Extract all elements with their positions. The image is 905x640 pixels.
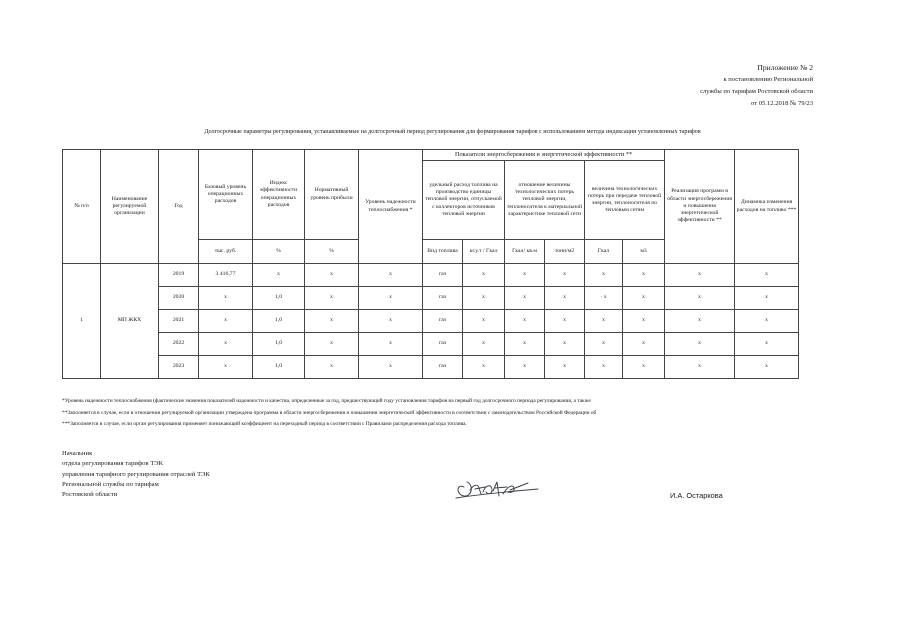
cell-loss-ratio-b: х [545,333,585,356]
cell-program: х [665,287,735,310]
cell-reliability: х [359,333,423,356]
cell-profit: х [305,356,359,379]
footnote-reliability: *Уровень надежности теплоснабжения (фактические значения показателей надежности и качества, определенные за год, предшествующий году установления тарифов на первый год долгосрочного периода регулирования, а также [62,398,591,404]
header-fuel-consumption: удельный расход топлива на производство единицы тепловой энергии, отпускаемой с коллекторов источников тепловой энергии [423,161,505,240]
cell-reliability: х [359,287,423,310]
cell-reliability: х [359,264,423,287]
cell-year: 2020 [159,287,199,310]
cell-index: 1,0 [253,356,305,379]
cell-dynamics: х [735,264,799,287]
cell-index: х [253,264,305,287]
cell-program: х [665,310,735,333]
cell-loss-value-a: · х [585,287,623,310]
unit-loss-ratio-b: тонн/м2 [545,240,585,264]
cell-fuel-rate: х [463,356,505,379]
cell-fuel-type: газ [423,287,463,310]
header-base-opex: Базовый уровень операционных расходов [199,150,253,240]
tariff-parameters-table [62,149,799,379]
position-line: Ростовской области [62,491,118,499]
position-line: Региональной службы по тарифам [62,480,159,488]
cell-index: 1,0 [253,287,305,310]
appendix-block [700,62,813,110]
header-energy-group: Показатели энергосбережения и энергетической эффективности ** [423,150,665,161]
row-number: 1 [63,264,101,379]
cell-loss-ratio-b: х [545,264,585,287]
cell-loss-value-b: х [623,264,665,287]
cell-fuel-rate: х [463,264,505,287]
org-name: МП ЖКХ [101,264,159,379]
cell-base: х [199,310,253,333]
cell-loss-value-a: х [585,333,623,356]
header-loss-ratio: отношение величины технологических потерь тепловой энергии, теплоносителя к материальной характеристике тепловой сети [505,161,585,240]
cell-loss-ratio-b: х [545,310,585,333]
header-fuel-dynamics: Динамика изменения расходов на топливо *** [735,150,799,264]
cell-fuel-type: газ [423,310,463,333]
cell-fuel-rate: х [463,333,505,356]
cell-reliability: х [359,310,423,333]
signatory-position [62,449,210,500]
cell-year: 2021 [159,310,199,333]
cell-base: х [199,287,253,310]
document-title: Долгосрочные параметры регулирования, устанавливаемые на долгосрочный период регулирования для формирования тарифов с использованием метода индексации установленных тарифов [204,128,701,135]
cell-dynamics: х [735,356,799,379]
position-line: Начальник [62,450,93,457]
header-reliability: Уровень надежности теплоснабжения * [359,150,423,264]
cell-loss-value-b: х [623,287,665,310]
appendix-ref: к постановлению Региональной [723,76,813,83]
cell-profit: х [305,310,359,333]
footnote-fuel-dynamics: ***Заполняется в случае, если орган регулирования применяет понижающий коэффициент на переходный период в соответствии с Правилами распределения расхода топлива. [62,421,467,427]
appendix-authority: службы по тарифам Ростовской области [700,88,813,95]
position-line: управления тарифного регулирования отраслей ТЭК [62,470,210,478]
cell-fuel-type: газ [423,356,463,379]
header-program: Реализация программ в области энергосбережения и повышения энергетической эффективности ** [665,150,735,264]
unit-loss-value-b: м3 [623,240,665,264]
cell-loss-ratio-a: х [505,287,545,310]
unit-profit: % [305,240,359,264]
unit-fuel-type: Вид топлива [423,240,463,264]
header-loss-value: величина технологических потерь при передаче тепловой энергии, теплоносителя по тепловым сетям [585,161,665,240]
cell-loss-ratio-a: х [505,310,545,333]
signer-name: И.А. Остаркова [670,491,723,500]
cell-dynamics: х [735,310,799,333]
table-row [63,310,799,333]
cell-fuel-rate: х [463,287,505,310]
cell-program: х [665,356,735,379]
cell-fuel-rate: х [463,310,505,333]
footnote-energy-program: **Заполняется в случае, если в отношении регулируемой организации утверждена программа в области энергосбережения и повышения энергетической эффективности в соответствии с законодательством Российской Федерации об [62,409,597,416]
cell-fuel-type: газ [423,333,463,356]
footnotes [62,396,842,431]
cell-year: 2019 [159,264,199,287]
cell-reliability: х [359,356,423,379]
table-row [63,264,799,287]
header-org: Наименование регулируемой организации [101,150,159,264]
table-row [63,333,799,356]
cell-loss-ratio-a: х [505,333,545,356]
handwritten-signature [450,470,542,504]
unit-fuel-rate: кг.у.т / Гкал [463,240,505,264]
cell-dynamics: х [735,333,799,356]
unit-loss-ratio-a: Гкал/ кв.м [505,240,545,264]
cell-loss-ratio-a: х [505,356,545,379]
cell-dynamics: х [735,287,799,310]
appendix-date: от 05.12.2018 № 79/23 [750,100,813,107]
cell-year: 2023 [159,356,199,379]
table-row [63,287,799,310]
cell-loss-value-b: х [623,356,665,379]
cell-fuel-type: газ [423,264,463,287]
cell-program: х [665,264,735,287]
cell-year: 2022 [159,333,199,356]
cell-base: х [199,333,253,356]
cell-loss-value-b: х [623,310,665,333]
cell-loss-ratio-a: х [505,264,545,287]
cell-loss-value-a: х [585,356,623,379]
cell-loss-value-b: х [623,333,665,356]
cell-profit: х [305,264,359,287]
unit-index: % [253,240,305,264]
cell-profit: х [305,333,359,356]
cell-index: 1,0 [253,310,305,333]
appendix-number: Приложение № 2 [757,63,813,72]
cell-index: 1,0 [253,333,305,356]
cell-program: х [665,333,735,356]
header-profit-level: Нормативный уровень прибыли [305,150,359,240]
cell-profit: х [305,287,359,310]
position-line: отдела регулирования тарифов ТЭК [62,460,164,468]
header-num: № п/п [63,150,101,264]
cell-base: х [199,356,253,379]
cell-loss-value-a: х [585,310,623,333]
table-row [63,356,799,379]
cell-loss-ratio-b: х [545,287,585,310]
header-efficiency-index: Индекс эффективности операционных расходов [253,150,305,240]
unit-loss-value-a: Гкал [585,240,623,264]
header-year: Год [159,150,199,264]
unit-base: тыс. руб. [199,240,253,264]
cell-loss-value-a: х [585,264,623,287]
cell-base: 3 416,77 [199,264,253,287]
cell-loss-ratio-b: х [545,356,585,379]
